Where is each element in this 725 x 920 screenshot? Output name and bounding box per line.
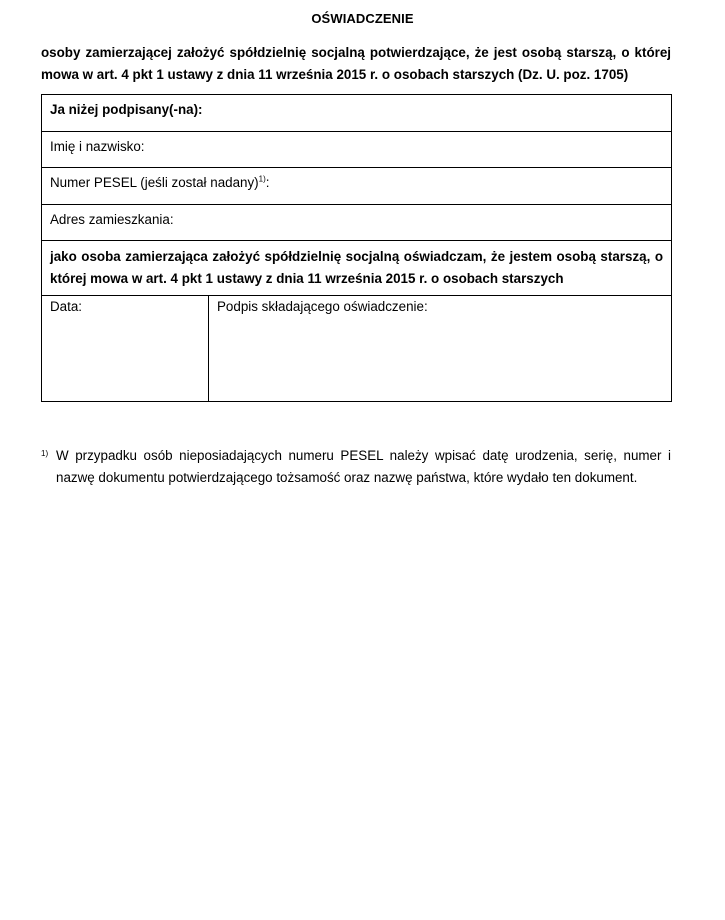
pesel-field-label: Numer PESEL (jeśli został nadany) [50, 175, 259, 190]
form-row-pesel[interactable] [42, 168, 672, 205]
footnote-text: W przypadku osób nieposiadających numeru PESEL należy wpisać datę urodzenia, serię, numer i nazwę dokumentu potwierdzającego tożsamość oraz nazwę państwa, które wydało ten dokument. [56, 448, 671, 485]
form-row-date-signature [42, 296, 672, 402]
signature-field[interactable] [209, 296, 672, 402]
date-field[interactable] [42, 296, 209, 402]
form-row-declarant [42, 95, 672, 132]
footnote [41, 445, 671, 489]
pesel-field [42, 168, 672, 205]
form-row-statement [42, 241, 672, 296]
date-field-label: Data: [50, 299, 83, 314]
address-field-label: Adres zamieszkania: [42, 205, 672, 241]
document-intro: osoby zamierzającej założyć spółdzielnię socjalną potwierdzające, że jest osobą starszą, o której mowa w art. 4 pkt 1 ustawy z dnia 11 września 2015 r. o osobach starszych (Dz. U. poz. 1705) [41, 45, 671, 82]
signature-field-label: Podpis składającego oświadczenie: [217, 299, 428, 314]
footnote-marker: 1) [41, 449, 49, 458]
declaration-statement: jako osoba zamierzająca założyć spółdzielnię socjalną oświadczam, że jestem osobą starszą, o której mowa w art. 4 pkt 1 ustawy z dnia 11 września 2015 r. o osobach starszych [42, 241, 672, 296]
name-field-label: Imię i nazwisko: [42, 132, 672, 168]
footnote-reference: 1) [258, 174, 266, 184]
pesel-colon: : [265, 175, 270, 190]
declarant-label: Ja niżej podpisany(-na): [42, 95, 672, 132]
declaration-form-table [41, 94, 672, 402]
page-title: OŚWIADCZENIE [311, 11, 414, 26]
form-row-name[interactable] [42, 132, 672, 168]
form-row-address[interactable] [42, 205, 672, 241]
